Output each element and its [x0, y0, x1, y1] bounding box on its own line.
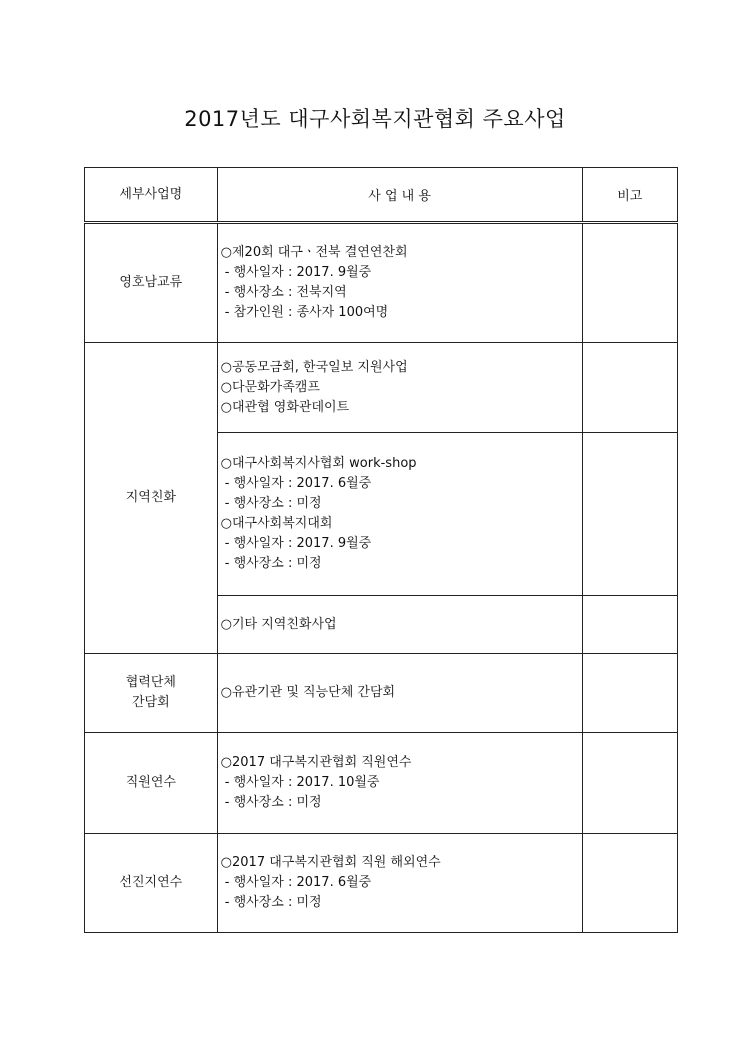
content-line: ○대관협 영화관데이트: [220, 399, 350, 415]
content-line: - 행사일자 : 2017. 6월중: [220, 875, 372, 890]
table-row: [85, 834, 678, 933]
content-line: ○유관기관 및 직능단체 간담회: [220, 685, 396, 700]
note-cell: [582, 654, 678, 733]
category-cell: [85, 654, 218, 733]
table-row: [85, 223, 678, 343]
category-cell: [85, 223, 218, 343]
category-label: 협력단체: [125, 675, 176, 690]
table-header-row: [85, 168, 678, 223]
note-cell: [582, 223, 678, 343]
table-row: [85, 733, 678, 834]
content-line: ○2017 대구복지관협회 직원 해외연수: [220, 855, 441, 870]
category-label: 지역친화: [125, 490, 176, 505]
business-plan-table: [84, 167, 678, 933]
content-line: - 행사일자 : 2017. 10월중: [220, 775, 380, 790]
category-cell: [85, 834, 218, 933]
content-line: ○다문화가족캠프: [220, 379, 320, 395]
content-line: - 행사일자 : 2017. 9월중: [220, 265, 372, 280]
header-category: 세부사업명: [85, 168, 218, 223]
header-note: 비고: [582, 168, 678, 223]
content-cell: [217, 433, 582, 596]
category-label: 간담회: [131, 695, 170, 710]
content-line: - 행사장소 : 미정: [220, 556, 322, 571]
content-line: ○2017 대구복지관협회 직원연수: [220, 755, 412, 770]
content-line: ○대구사회복지사협회 work-shop: [220, 456, 417, 471]
category-cell: [85, 733, 218, 834]
note-cell: [582, 343, 678, 433]
content-line: - 행사장소 : 미정: [220, 895, 322, 910]
table-row: [85, 343, 678, 433]
content-line: - 행사장소 : 전북지역: [220, 285, 347, 300]
content-line: - 참가인원 : 종사자 100여명: [220, 305, 389, 320]
content-cell: [217, 834, 582, 933]
content-cell: [217, 343, 582, 433]
content-line: - 행사일자 : 2017. 9월중: [220, 536, 372, 551]
content-cell: [217, 733, 582, 834]
category-label: 직원연수: [125, 775, 176, 790]
content-line: - 행사장소 : 미정: [220, 795, 322, 810]
content-line: ○대구사회복지대회: [220, 516, 333, 531]
table-row: [85, 654, 678, 733]
category-cell: [85, 343, 218, 654]
note-cell: [582, 596, 678, 654]
page-title: 2017년도 대구사회복지관협회 주요사업: [184, 107, 566, 131]
content-cell: [217, 596, 582, 654]
content-line: - 행사일자 : 2017. 6월중: [220, 476, 372, 491]
content-line: - 행사장소 : 미정: [220, 496, 322, 511]
header-content: 사 업 내 용: [217, 168, 582, 223]
note-cell: [582, 834, 678, 933]
category-label: 선진지연수: [119, 875, 183, 890]
content-line: ○공동모금회, 한국일보 지원사업: [220, 359, 408, 375]
content-cell: [217, 654, 582, 733]
category-label: 영호남교류: [119, 275, 183, 290]
content-cell: [217, 223, 582, 343]
note-cell: [582, 733, 678, 834]
note-cell: [582, 433, 678, 596]
content-line: ○제20회 대구ㆍ전북 결연연찬회: [220, 245, 408, 260]
content-line: ○기타 지역친화사업: [220, 616, 337, 632]
